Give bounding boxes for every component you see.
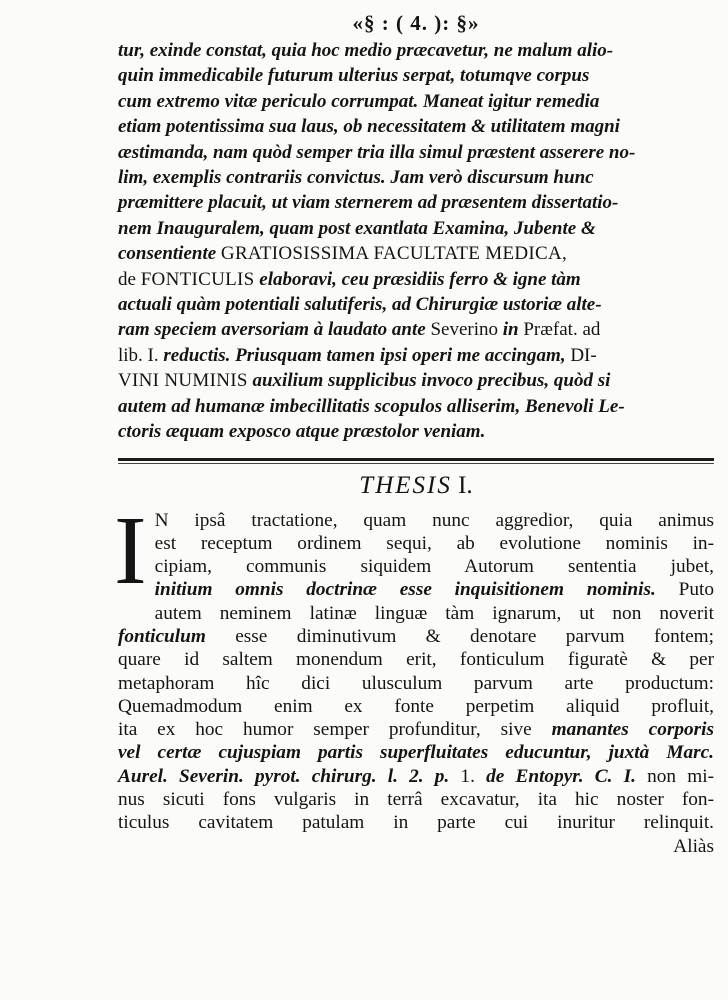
line: autem neminem latinæ linguæ tàm ignarum, ut non noverit [154, 602, 714, 624]
line: elaboravi, ceu præsidiis ferro & igne tàm [259, 268, 581, 290]
line: reductis. Priusquam tamen ipsi operi me accingam, [163, 344, 566, 366]
line: præmittere placuit, ut viam sternerem ad præsentem dissertatio- [118, 192, 619, 214]
citation: 1. [460, 765, 475, 787]
line: N ipsâ tractatione, quam nunc aggredior, quia animus [154, 509, 714, 531]
line: Quemadmodum enim ex fonte perpetim aliquid profluit, [118, 695, 714, 717]
section-divider [118, 458, 714, 461]
line: cum extremo vitæ periculo corrumpat. Maneat igitur remedia [118, 90, 600, 112]
drop-cap: I [114, 496, 147, 605]
line: ram speciem aversoriam à laudato ante [118, 319, 426, 341]
line: etiam potentissima sua laus, ob necessitatem & utilitatem magni [118, 116, 620, 138]
divine-name: VINI NUMINIS [118, 370, 248, 392]
line: actuali quàm potentiali salutiferis, ad Chirurgiæ ustoriæ alte- [118, 294, 602, 316]
line: auxilium supplicibus invoco precibus, quòd si [252, 370, 611, 392]
line: consentiente [118, 243, 217, 265]
author-name: Severino [430, 319, 498, 341]
line: nus sicuti fons vulgaris in terrâ excavatur, ita hic noster fon- [118, 789, 714, 811]
page-number: «§ : ( 4. ): §» [352, 11, 480, 35]
citation: lib. I. [118, 344, 159, 366]
line: quin immedicabile futurum ulterius serpat, totumqve corpus [118, 65, 590, 87]
citation: Aurel. Severin. pyrot. chirurg. l. 2. p. [118, 765, 450, 787]
line: cipiam, communis siquidem Autorum sententia jubet, [154, 556, 714, 578]
line: nem Inauguralem, quam post exantlata Examina, Jubente & [118, 217, 596, 239]
line: ctoris æquam exposco atque præstolor veniam. [118, 421, 486, 443]
line: non mi- [647, 765, 714, 787]
topic-name: FONTICULIS [140, 268, 255, 290]
faculty-name: GRATIOSISSIMA FACULTATE MEDICA, [220, 243, 568, 265]
line: de [118, 268, 136, 290]
line: initium omnis doctrinæ esse inquisitionem nominis. [154, 579, 656, 601]
line: metaphoram hîc dici ulusculum parvum arte productum: [118, 672, 714, 694]
page-header [118, 8, 714, 38]
line: DI- [570, 344, 597, 366]
line: vel certæ cujuspiam partis superfluitates educuntur, juxtà Marc. [118, 742, 714, 764]
thesis-number: I. [458, 471, 473, 499]
citation: de Entopyr. C. I. [486, 765, 636, 787]
section-divider-thin [118, 463, 714, 464]
line: tur, exinde constat, quia hoc medio præcavetur, ne malum alio- [118, 40, 614, 61]
line: æstimanda, nam quòd semper tria illa simul præstent asserere no- [118, 141, 636, 163]
catchword: Aliàs [673, 835, 714, 857]
intro-paragraph [118, 38, 714, 445]
line: manantes corporis [551, 719, 714, 741]
line: ita ex hoc humor semper profunditur, sive [118, 719, 532, 741]
line: est receptum ordinem sequi, ab evolutione nominis in- [154, 532, 714, 554]
citation: Præfat. ad [523, 319, 601, 341]
line: Puto [678, 579, 714, 601]
term: fonticulum [118, 625, 206, 647]
line: lim, exemplis contrariis convictus. Jam verò discursum hunc [118, 167, 594, 189]
line: ticulus cavitatem patulam in parte cui inuritur relinquit. [118, 812, 714, 834]
line: in [502, 319, 519, 341]
line: autem ad humanæ imbecillitatis scopulos alliserim, Benevoli Le- [118, 395, 625, 417]
thesis-heading [118, 467, 714, 505]
thesis-word: THESIS [359, 471, 452, 499]
line: quare id saltem monendum erit, fonticulum figuratè & per [118, 649, 714, 671]
line: esse diminutivum & denotare parvum fontem; [235, 625, 714, 647]
thesis-paragraph [114, 496, 714, 858]
